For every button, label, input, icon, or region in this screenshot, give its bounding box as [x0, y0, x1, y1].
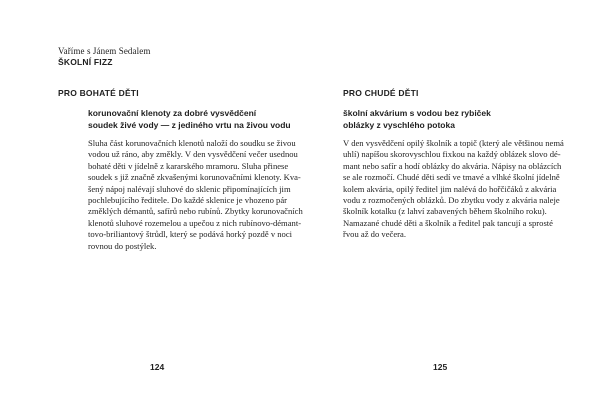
body-line: Namazané chudé děti a školník a ředitel pak tancují a sprosté — [343, 217, 553, 228]
ingredient-line: korunovační klenoty za dobré vysvědčení — [88, 108, 257, 118]
body-line: mant nebo safír a hodí oblázky do akvária. Nápisy na oblázcích — [343, 160, 562, 171]
body-line: Sluha část korunovačních klenotů naloží do soudku se živou — [88, 138, 296, 148]
body-line: tovo-briliantový štrůdl, který se podává horký pozdě v noci — [88, 229, 293, 240]
body-line: rovnou do postýlek. — [88, 240, 157, 251]
ingredient-line: školní akvárium s vodou bez rybiček — [343, 108, 491, 118]
ingredient-line: oblázky z vyschlého potoka — [343, 120, 455, 130]
body-line: klenotů sluhové rozemelou a upečou z nich rubínovo-démant- — [88, 217, 302, 228]
recipe-body-poor — [343, 138, 564, 241]
body-line: V den vysvědčení opilý školník a topič (který ale většinou nemá — [343, 138, 564, 148]
section-title-poor: PRO CHUDÉ DĚTI — [343, 88, 419, 98]
recipe-body-rich — [88, 138, 303, 252]
page-number-left: 124 — [150, 362, 165, 372]
recipe-ingredients-poor — [343, 107, 543, 131]
body-line: uhlí) napíšou skorovyschlou fixkou na každý oblázek slovo dé- — [343, 149, 561, 160]
body-line: školník kotalku (z lahví zabavených během školního roku). — [343, 206, 547, 217]
running-head-title: ŠKOLNÍ FIZZ — [58, 57, 113, 67]
recipe-ingredients-rich — [88, 107, 291, 131]
body-line: bohaté děti v jídelně z kararského mramoru. Sluha přinese — [88, 160, 289, 171]
body-line: změklých démantů, safírů nebo rubínů. Zbytky korunovačních — [88, 206, 303, 217]
body-line: vodou už ráno, aby změkly. V den vysvědčení večer usednou — [88, 149, 298, 160]
body-line: se ale rozmočí. Chudé děti sedí ve tmavé a vlhké školní jídelně — [343, 172, 560, 183]
body-line: řvou až do večera. — [343, 229, 406, 240]
body-line: pochlebujícího ředitele. Do každé sklenice je vhozeno pár — [88, 195, 288, 206]
body-line: šený nápoj nalévají sluhové do sklenic připomínajících jim — [88, 183, 291, 194]
right-page — [300, 0, 600, 400]
section-title-rich: PRO BOHATÉ DĚTI — [58, 88, 139, 98]
ingredient-line: soudek živé vody — z jediného vrtu na živou vodu — [88, 120, 291, 130]
body-line: vodu z rozmočených oblázků. Do zbytku vody z akvária naleje — [343, 195, 560, 206]
body-line: soudek s již značně zkvašenými korunovačními klenoty. Kva- — [88, 172, 301, 183]
body-line: kolem akvária, opilý ředitel jim nalévá do hořčičáků z akvária — [343, 183, 557, 194]
running-head — [58, 46, 150, 68]
page-number-right: 125 — [433, 362, 448, 372]
running-head-author: Vaříme s Jánem Sedalem — [58, 46, 151, 56]
